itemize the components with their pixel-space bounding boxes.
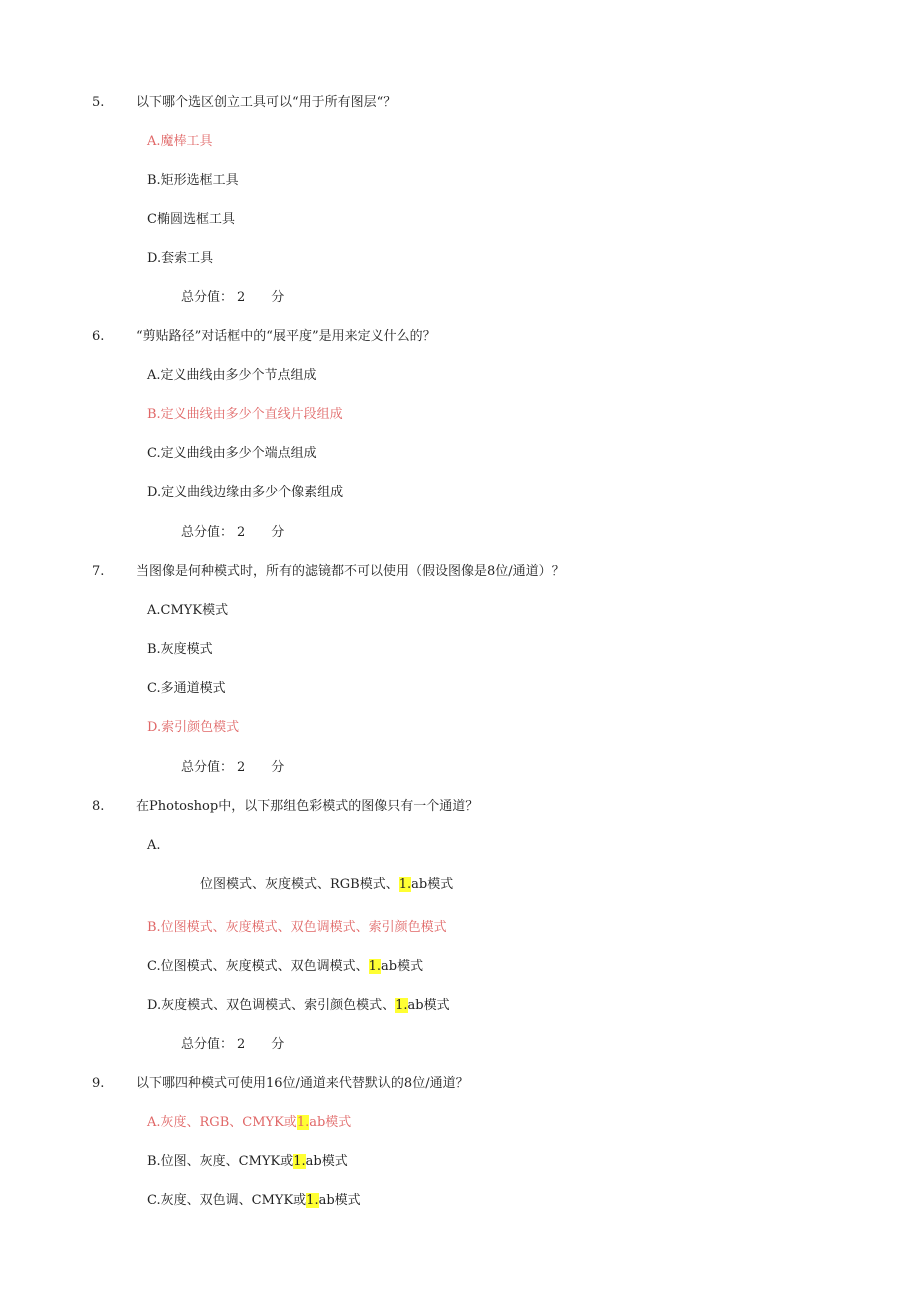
- option-c: C.多通道模式: [147, 681, 226, 696]
- option-a: A.CMYK模式: [147, 603, 229, 618]
- option-b-correct: B.位图模式、灰度模式、双色调模式、索引颜色模式: [147, 920, 447, 935]
- highlighted-char: 1.: [398, 877, 412, 892]
- question-number: 5.: [92, 95, 105, 110]
- option-d: [147, 997, 450, 1015]
- option-suffix: ab模式: [309, 1115, 352, 1130]
- question-text: “剪贴路径”对话框中的“展平度”是用来定义什么的？: [136, 329, 436, 344]
- score-label: 总分值：: [181, 290, 234, 305]
- option-text: D.灰度模式、双色调模式、索引颜色模式、: [147, 998, 396, 1013]
- option-a: A.定义曲线由多少个节点组成: [147, 368, 317, 383]
- score-value: 2: [237, 1037, 246, 1052]
- option-d: D.定义曲线边缘由多少个像素组成: [147, 485, 344, 500]
- score-unit: 分: [271, 1037, 285, 1052]
- question-text: 以下哪四种模式可使用16位/通道来代替默认的8位/通道？: [136, 1076, 469, 1091]
- score-label: 总分值：: [181, 1037, 234, 1052]
- highlighted-char: 1.: [296, 1115, 310, 1130]
- option-text: C.位图模式、灰度模式、双色调模式、: [147, 959, 369, 974]
- highlighted-char: 1.: [395, 998, 408, 1013]
- highlighted-char: 1.: [293, 1154, 306, 1169]
- score-unit: 分: [271, 525, 285, 540]
- option-suffix: ab模式: [318, 1193, 361, 1208]
- question-number: 6.: [92, 329, 105, 344]
- option-a-correct: [147, 1114, 351, 1132]
- question-number: 9.: [92, 1076, 105, 1091]
- option-c: [147, 1192, 361, 1210]
- question-number: 7.: [92, 564, 105, 579]
- option-b: B.灰度模式: [147, 642, 213, 657]
- score-label: 总分值：: [181, 525, 234, 540]
- question-text: 当图像是何种模式时，所有的滤镜都不可以使用（假设图像是8位/通道）？: [136, 564, 565, 579]
- option-text: A.灰度、RGB、CMYK或: [147, 1115, 297, 1130]
- score-line: [181, 524, 284, 542]
- score-unit: 分: [271, 290, 285, 305]
- score-value: 2: [237, 760, 246, 775]
- option-b: [147, 1153, 348, 1171]
- option-c: C椭圆选框工具: [147, 212, 235, 227]
- highlighted-char: 1.: [306, 1193, 319, 1208]
- option-a-correct: A.魔棒工具: [147, 134, 213, 149]
- option-suffix: ab模式: [407, 998, 450, 1013]
- score-label: 总分值：: [181, 760, 234, 775]
- option-a-text: [200, 876, 453, 894]
- option-b-correct: B.定义曲线由多少个直线片段组成: [147, 407, 343, 422]
- option-text: C.灰度、双色调、CMYK或: [147, 1193, 307, 1208]
- option-c: [147, 958, 423, 976]
- option-d-correct: D.索引颜色模式: [147, 720, 240, 735]
- highlighted-char: 1.: [368, 959, 382, 974]
- option-text: 位图模式、灰度模式、RGB模式、: [200, 877, 399, 892]
- question-number: 8.: [92, 799, 105, 814]
- option-text: B.位图、灰度、CMYK或: [147, 1154, 294, 1169]
- score-line: [181, 759, 284, 777]
- option-d: D.套索工具: [147, 251, 214, 266]
- option-c: C.定义曲线由多少个端点组成: [147, 446, 317, 461]
- option-suffix: ab模式: [411, 877, 454, 892]
- option-suffix: ab模式: [305, 1154, 348, 1169]
- score-line: [181, 289, 284, 307]
- score-value: 2: [237, 290, 246, 305]
- score-line: [181, 1036, 284, 1054]
- option-b: B.矩形选框工具: [147, 173, 239, 188]
- option-a-label: A.: [147, 838, 161, 853]
- option-suffix: ab模式: [381, 959, 424, 974]
- question-text: 在Photoshop中，以下那组色彩模式的图像只有一个通道？: [136, 799, 479, 814]
- score-unit: 分: [271, 760, 285, 775]
- question-text: 以下哪个选区创立工具可以“用于所有图层“？: [136, 95, 397, 110]
- score-value: 2: [237, 525, 246, 540]
